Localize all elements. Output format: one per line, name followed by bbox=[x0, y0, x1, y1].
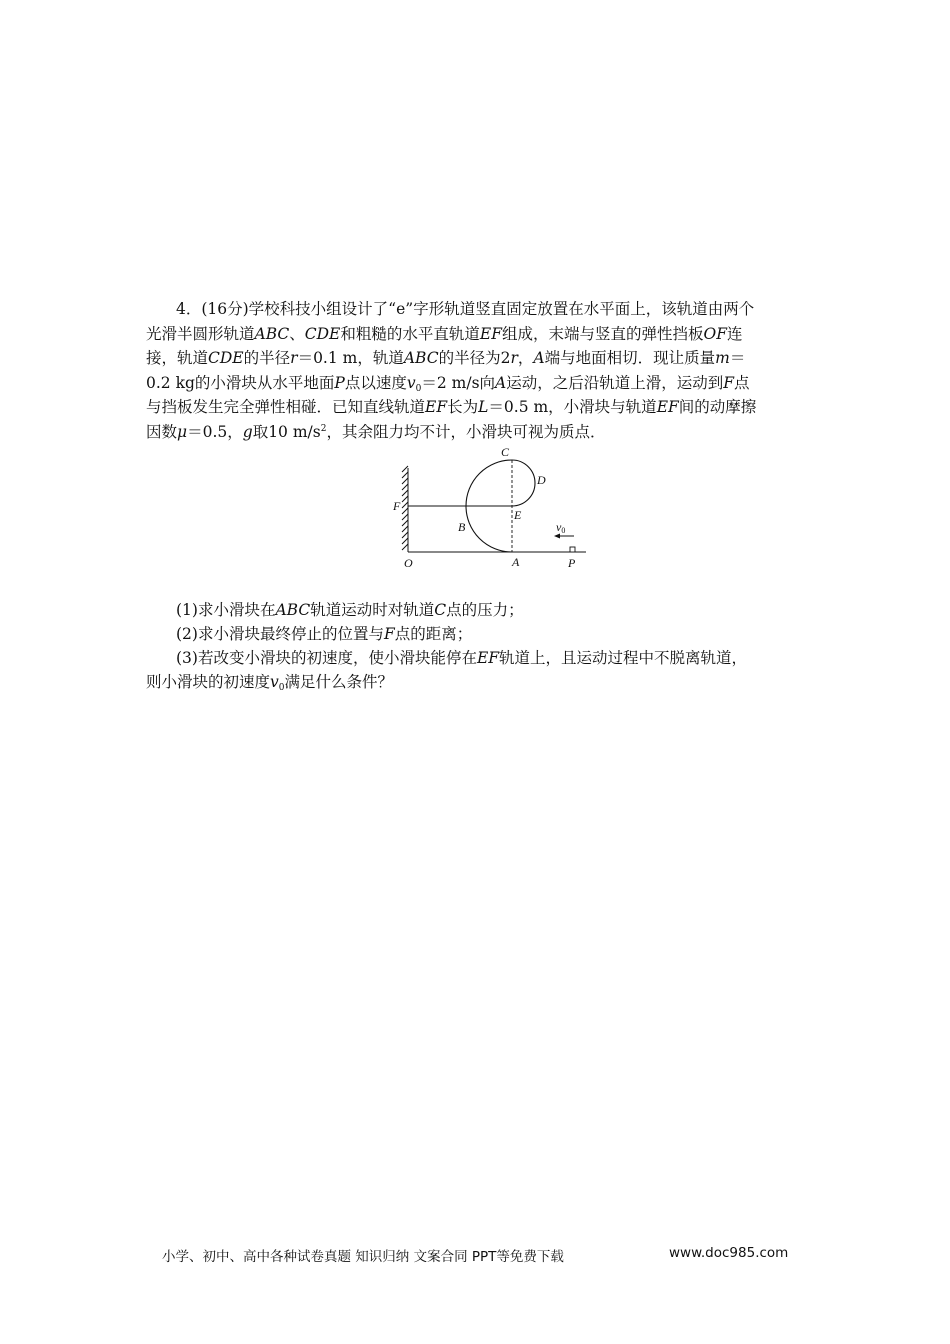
text-segment: EF bbox=[656, 398, 679, 417]
text-segment: (1)求小滑块在 bbox=[176, 601, 276, 619]
text-segment: C bbox=[434, 601, 447, 619]
text-segment: r bbox=[510, 349, 518, 368]
footer-text: 小学、初中、高中各种试卷真题 知识归纳 文案合同 PPT等免费下载 bbox=[162, 1249, 564, 1265]
footer-url: www.doc985.com bbox=[669, 1245, 789, 1261]
label-b: B bbox=[458, 520, 466, 534]
label-e: E bbox=[514, 508, 522, 522]
text-segment: 因数 bbox=[146, 422, 178, 441]
question-item bbox=[146, 622, 808, 646]
problem-line bbox=[146, 420, 808, 445]
text-segment: 运动，之后沿轨道上滑，运动到 bbox=[506, 373, 724, 392]
text-segment: μ bbox=[177, 422, 188, 441]
text-segment: 与挡板发生完全弹性相碰．已知直线轨道 bbox=[146, 398, 426, 417]
text-segment: CDE bbox=[208, 349, 244, 368]
text-segment: ，其余阻力均不计，小滑块可视为质点． bbox=[326, 422, 606, 441]
text-segment: 点以速度 bbox=[344, 373, 407, 392]
text-segment: 取10 m/s bbox=[252, 422, 321, 441]
text-segment: 4．(16分)学校科技小组设计了“e”字形轨道竖直固定放置在水平面上，该轨道由两个 bbox=[176, 300, 755, 318]
question-item bbox=[146, 646, 808, 670]
text-segment: CDE bbox=[304, 324, 341, 343]
text-segment: 光滑半圆形轨道 bbox=[146, 324, 255, 343]
label-a: A bbox=[512, 555, 520, 569]
text-segment: 轨道上，且运动过程中不脱离轨道， bbox=[499, 649, 748, 667]
text-segment: ABC bbox=[275, 601, 311, 619]
text-segment: 端与地面相切．现让质量 bbox=[544, 349, 716, 368]
slider-block bbox=[570, 547, 575, 552]
label-p: P bbox=[568, 556, 576, 570]
text-segment: ＝ bbox=[729, 349, 746, 368]
label-c: C bbox=[501, 445, 510, 459]
text-segment: P bbox=[334, 373, 345, 392]
label-v0: v0 bbox=[556, 520, 566, 535]
question-item bbox=[146, 598, 808, 622]
text-segment: 长为 bbox=[447, 398, 479, 417]
problem-statement bbox=[146, 297, 808, 445]
text-segment: v bbox=[270, 673, 279, 691]
text-segment: 点的压力； bbox=[446, 601, 524, 619]
text-segment: 0 bbox=[278, 683, 285, 693]
text-segment: F bbox=[723, 373, 735, 392]
question-list bbox=[146, 598, 808, 694]
text-segment: ＝0.5 m，小滑块与轨道 bbox=[488, 398, 657, 417]
text-segment: EF bbox=[476, 649, 500, 667]
label-d: D bbox=[537, 473, 546, 487]
text-segment: A bbox=[495, 373, 507, 392]
wall-hatching bbox=[402, 466, 408, 552]
text-segment: L bbox=[478, 398, 489, 417]
footer bbox=[162, 1245, 802, 1265]
problem-line bbox=[146, 346, 808, 371]
text-segment: 间的动摩擦 bbox=[678, 398, 757, 417]
text-segment: 则小滑块的初速度 bbox=[146, 673, 271, 691]
problem-line bbox=[146, 322, 808, 347]
text-segment: OF bbox=[703, 324, 727, 343]
text-segment: 0 bbox=[415, 383, 422, 394]
text-segment: 的半径为2 bbox=[438, 349, 511, 368]
text-segment: ABC bbox=[403, 349, 439, 368]
text-segment: ABC bbox=[254, 324, 290, 343]
text-segment: 连 bbox=[726, 324, 743, 343]
text-segment: m bbox=[715, 349, 730, 368]
label-f: F bbox=[393, 499, 401, 513]
text-segment: (2)求小滑块最终停止的位置与 bbox=[176, 625, 384, 643]
text-segment: 满足什么条件？ bbox=[284, 673, 394, 691]
text-segment: g bbox=[242, 422, 253, 441]
text-segment: 点 bbox=[734, 373, 750, 392]
text-segment: ＝0.1 m，轨道 bbox=[297, 349, 404, 368]
text-segment: 接，轨道 bbox=[146, 349, 209, 368]
text-segment: ＝0.5， bbox=[187, 422, 243, 441]
track-cde bbox=[512, 460, 535, 506]
text-segment: 2 bbox=[320, 423, 327, 434]
text-segment: 点的距离； bbox=[394, 625, 473, 643]
text-segment: EF bbox=[425, 398, 448, 417]
text-segment: ＝2 m/s向 bbox=[421, 373, 496, 392]
text-segment: A bbox=[533, 349, 545, 368]
problem-line bbox=[146, 395, 808, 420]
label-o: O bbox=[404, 556, 413, 570]
text-segment: 、 bbox=[289, 324, 305, 343]
text-segment: 和粗糙的水平直轨道 bbox=[340, 324, 480, 343]
text-segment: (3)若改变小滑块的初速度，使小滑块能停在 bbox=[176, 649, 477, 667]
text-segment: 的半径 bbox=[243, 349, 291, 368]
text-segment: v bbox=[406, 373, 416, 392]
problem-line bbox=[146, 297, 808, 322]
track-diagram bbox=[390, 442, 600, 572]
text-segment: EF bbox=[479, 324, 502, 343]
question-item bbox=[146, 670, 808, 694]
text-segment: 0.2 kg的小滑块从水平地面 bbox=[146, 373, 335, 392]
text-segment: 轨道运动时对轨道 bbox=[310, 601, 435, 619]
text-segment: F bbox=[383, 625, 395, 643]
text-segment: ， bbox=[517, 349, 534, 368]
text-segment: 组成，末端与竖直的弹性挡板 bbox=[501, 324, 704, 343]
text-segment: r bbox=[290, 349, 298, 368]
problem-line bbox=[146, 371, 808, 396]
